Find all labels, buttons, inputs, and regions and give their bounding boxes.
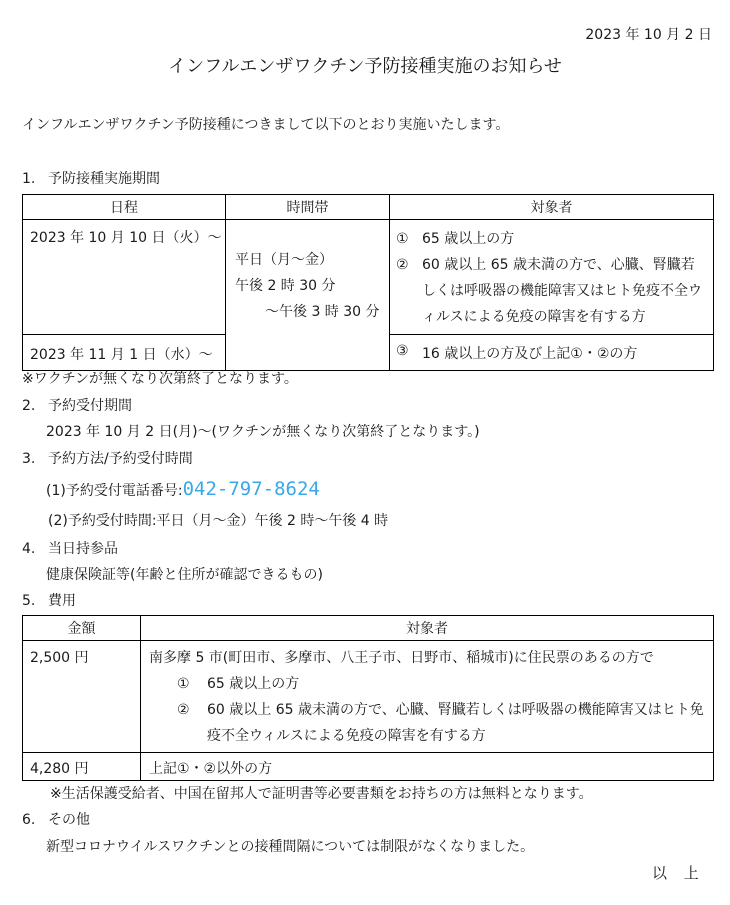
document-date: 2023 年 10 月 2 日: [585, 27, 712, 43]
section-number: 2.: [22, 398, 36, 414]
list-text: 65 歳以上の方: [422, 231, 515, 247]
phone-label: (1)予約受付電話番号:: [46, 483, 183, 499]
list-item: [396, 226, 707, 252]
section-1-note: ※ワクチンが無くなり次第終了となります。: [22, 371, 298, 387]
target-cell-2: [390, 335, 714, 371]
list-text: 60 歳以上 65 歳未満の方で、心臓、腎臓若しくは呼吸器の機能障害又はヒト免疫不全ウィルスによる免疫の障害を有する方: [422, 257, 702, 325]
list-marker: ①: [396, 231, 409, 247]
list-marker: ②: [177, 702, 190, 718]
fee-table: [22, 615, 714, 781]
section-6-body: 新型コロナウイルスワクチンとの接種間隔については制限がなくなりました。: [46, 839, 535, 855]
phone-line: [46, 480, 320, 499]
list-marker: ③: [396, 343, 409, 359]
list-text: 65 歳以上の方: [207, 676, 300, 692]
section-3-heading: [22, 452, 193, 466]
table-header-row: [23, 616, 714, 641]
section-title: 予約受付期間: [48, 398, 132, 414]
section-number: 1.: [22, 171, 36, 187]
fee-amount-1: 2,500 円: [23, 641, 141, 753]
fee-amount-2: 4,280 円: [23, 753, 141, 781]
fee-target-2: 上記①・②以外の方: [141, 753, 714, 781]
table-row: [23, 220, 714, 335]
schedule-date-1: 2023 年 10 月 10 日（火）～: [23, 220, 226, 335]
section-title: 費用: [48, 593, 76, 609]
reception-hours: (2)予約受付時間:平日（月～金）午後 2 時～午後 4 時: [48, 513, 389, 529]
section-number: 3.: [22, 451, 36, 467]
section-4-body: 健康保険証等(年齢と住所が確認できるもの): [46, 567, 323, 583]
list-marker: ②: [396, 257, 409, 273]
fee-target-1: [141, 641, 714, 753]
column-header-target: 対象者: [141, 616, 714, 641]
list-item: [149, 697, 707, 749]
list-item: [396, 252, 707, 330]
section-5-heading: [22, 594, 76, 608]
column-header-schedule: 日程: [23, 195, 226, 220]
time-end: ～午後 3 時 30 分: [265, 304, 380, 320]
time-slot-cell: [226, 220, 390, 371]
table-row: [23, 641, 714, 753]
list-text: 16 歳以上の方及び上記①・②の方: [422, 346, 638, 362]
phone-number-link[interactable]: 042-797-8624: [182, 478, 320, 500]
section-6-heading: [22, 813, 90, 827]
section-title: 予約方法/予約受付時間: [48, 451, 193, 467]
closing-text: 以 上: [652, 864, 705, 882]
section-4-heading: [22, 542, 118, 556]
column-header-time: 時間帯: [226, 195, 390, 220]
fee-target-intro: 南多摩 5 市(町田市、多摩市、八王子市、日野市、稲城市)に住民票のあるの方で: [149, 650, 654, 666]
time-start: 午後 2 時 30 分: [235, 278, 336, 294]
section-title: 当日持参品: [48, 541, 118, 557]
intro-text: インフルエンザワクチン予防接種につきまして以下のとおり実施いたします。: [22, 117, 510, 133]
schedule-date-2: 2023 年 11 月 1 日（水）～: [23, 335, 226, 371]
list-marker: ①: [177, 676, 190, 692]
time-weekday: 平日（月～金）: [235, 252, 333, 268]
section-1-heading: [22, 172, 160, 186]
section-number: 4.: [22, 541, 36, 557]
section-title: その他: [48, 812, 90, 828]
column-header-amount: 金額: [23, 616, 141, 641]
section-2-body: 2023 年 10 月 2 日(月)～(ワクチンが無くなり次第終了となります。): [46, 424, 480, 440]
document-title: インフルエンザワクチン予防接種実施のお知らせ: [168, 56, 562, 77]
section-number: 6.: [22, 812, 36, 828]
table-header-row: [23, 195, 714, 220]
list-text: 60 歳以上 65 歳未満の方で、心臓、腎臓若しくは呼吸器の機能障害又はヒト免疫不全ウィルスによる免疫の障害を有する方: [207, 702, 704, 744]
section-number: 5.: [22, 593, 36, 609]
section-2-heading: [22, 399, 132, 413]
column-header-target: 対象者: [390, 195, 714, 220]
list-item: [149, 671, 707, 697]
target-cell-1: [390, 220, 714, 335]
table-row: [23, 753, 714, 781]
section-5-note: ※生活保護受給者、中国在留邦人で証明書等必要書類をお持ちの方は無料となります。: [50, 786, 593, 802]
section-title: 予防接種実施期間: [48, 171, 160, 187]
list-item: [396, 343, 707, 363]
vaccination-period-table: [22, 194, 714, 371]
